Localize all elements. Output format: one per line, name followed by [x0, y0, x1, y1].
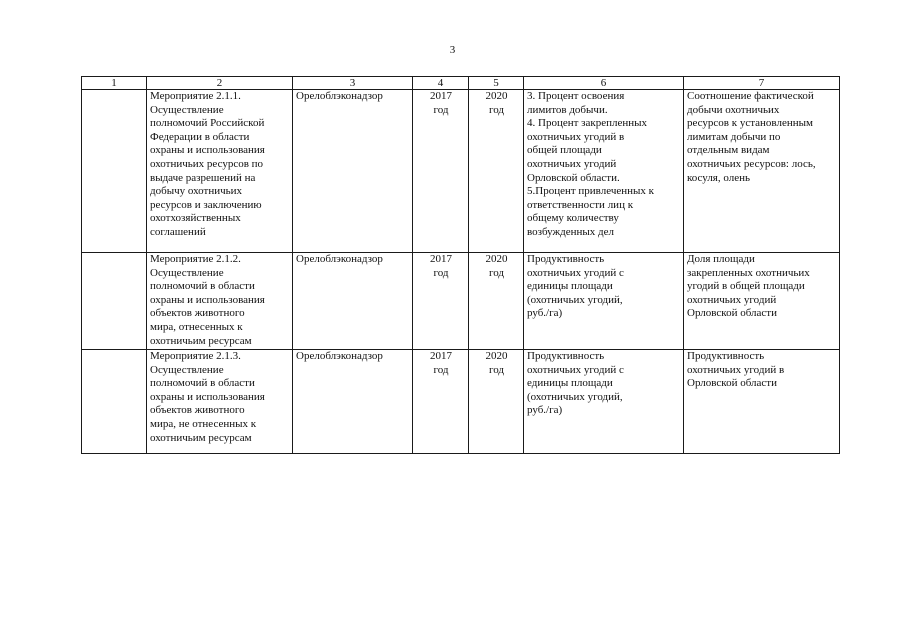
start-year-cell: 2017 год	[413, 253, 469, 350]
indicator-cell: 3. Процент освоения лимитов добычи. 4. Процент закрепленных охотничьих угодий в общей площади охотничьих угодий Орловской области. 5.Процент привлеченных к ответственности лиц к общему количеству возбужденных дел	[524, 90, 684, 253]
header-row	[82, 77, 840, 90]
description-cell: Доля площади закрепленных охотничьих угодий в общей площади охотничьих угодий Орловской области	[684, 253, 840, 350]
event-cell: Мероприятие 2.1.1. Осуществление полномочий Российской Федерации в области охраны и использования охотничьих ресурсов по выдаче разрешений на добычу охотничьих ресурсов и заключению охотхозяйственных соглашений	[147, 90, 293, 253]
page-number: 3	[449, 44, 456, 56]
executor-cell: Орелоблэконадзор	[293, 350, 413, 454]
indicator-cell: Продуктивность охотничьих угодий с единицы площади (охотничьих угодий, руб./га)	[524, 253, 684, 350]
executor-cell: Орелоблэконадзор	[293, 90, 413, 253]
event-cell: Мероприятие 2.1.3. Осуществление полномочий в области охраны и использования объектов животного мира, не отнесенных к охотничьим ресурсам	[147, 350, 293, 454]
end-year-cell: 2020 год	[469, 350, 524, 454]
table-row	[82, 90, 840, 253]
description-cell: Соотношение фактической добычи охотничьих ресурсов к установленным лимитам добычи по отдельным видам охотничьих ресурсов: лось, косуля, олень	[684, 90, 840, 253]
executor-cell: Орелоблэконадзор	[293, 253, 413, 350]
table-row	[82, 253, 840, 350]
header-col-2: 2	[147, 77, 293, 90]
indicator-cell: Продуктивность охотничьих угодий с единицы площади (охотничьих угодий, руб./га)	[524, 350, 684, 454]
header-col-7: 7	[684, 77, 840, 90]
description-cell: Продуктивность охотничьих угодий в Орловской области	[684, 350, 840, 454]
end-year-cell: 2020 год	[469, 253, 524, 350]
header-col-1: 1	[82, 77, 147, 90]
header-col-6: 6	[524, 77, 684, 90]
row-number-cell	[82, 350, 147, 454]
event-cell: Мероприятие 2.1.2. Осуществление полномочий в области охраны и использования объектов животного мира, отнесенных к охотничьим ресурсам	[147, 253, 293, 350]
activities-table	[81, 76, 840, 454]
start-year-cell: 2017 год	[413, 90, 469, 253]
row-number-cell	[82, 253, 147, 350]
header-col-4: 4	[413, 77, 469, 90]
row-number-cell	[82, 90, 147, 253]
header-col-5: 5	[469, 77, 524, 90]
header-col-3: 3	[293, 77, 413, 90]
start-year-cell: 2017 год	[413, 350, 469, 454]
end-year-cell: 2020 год	[469, 90, 524, 253]
table-row	[82, 350, 840, 454]
